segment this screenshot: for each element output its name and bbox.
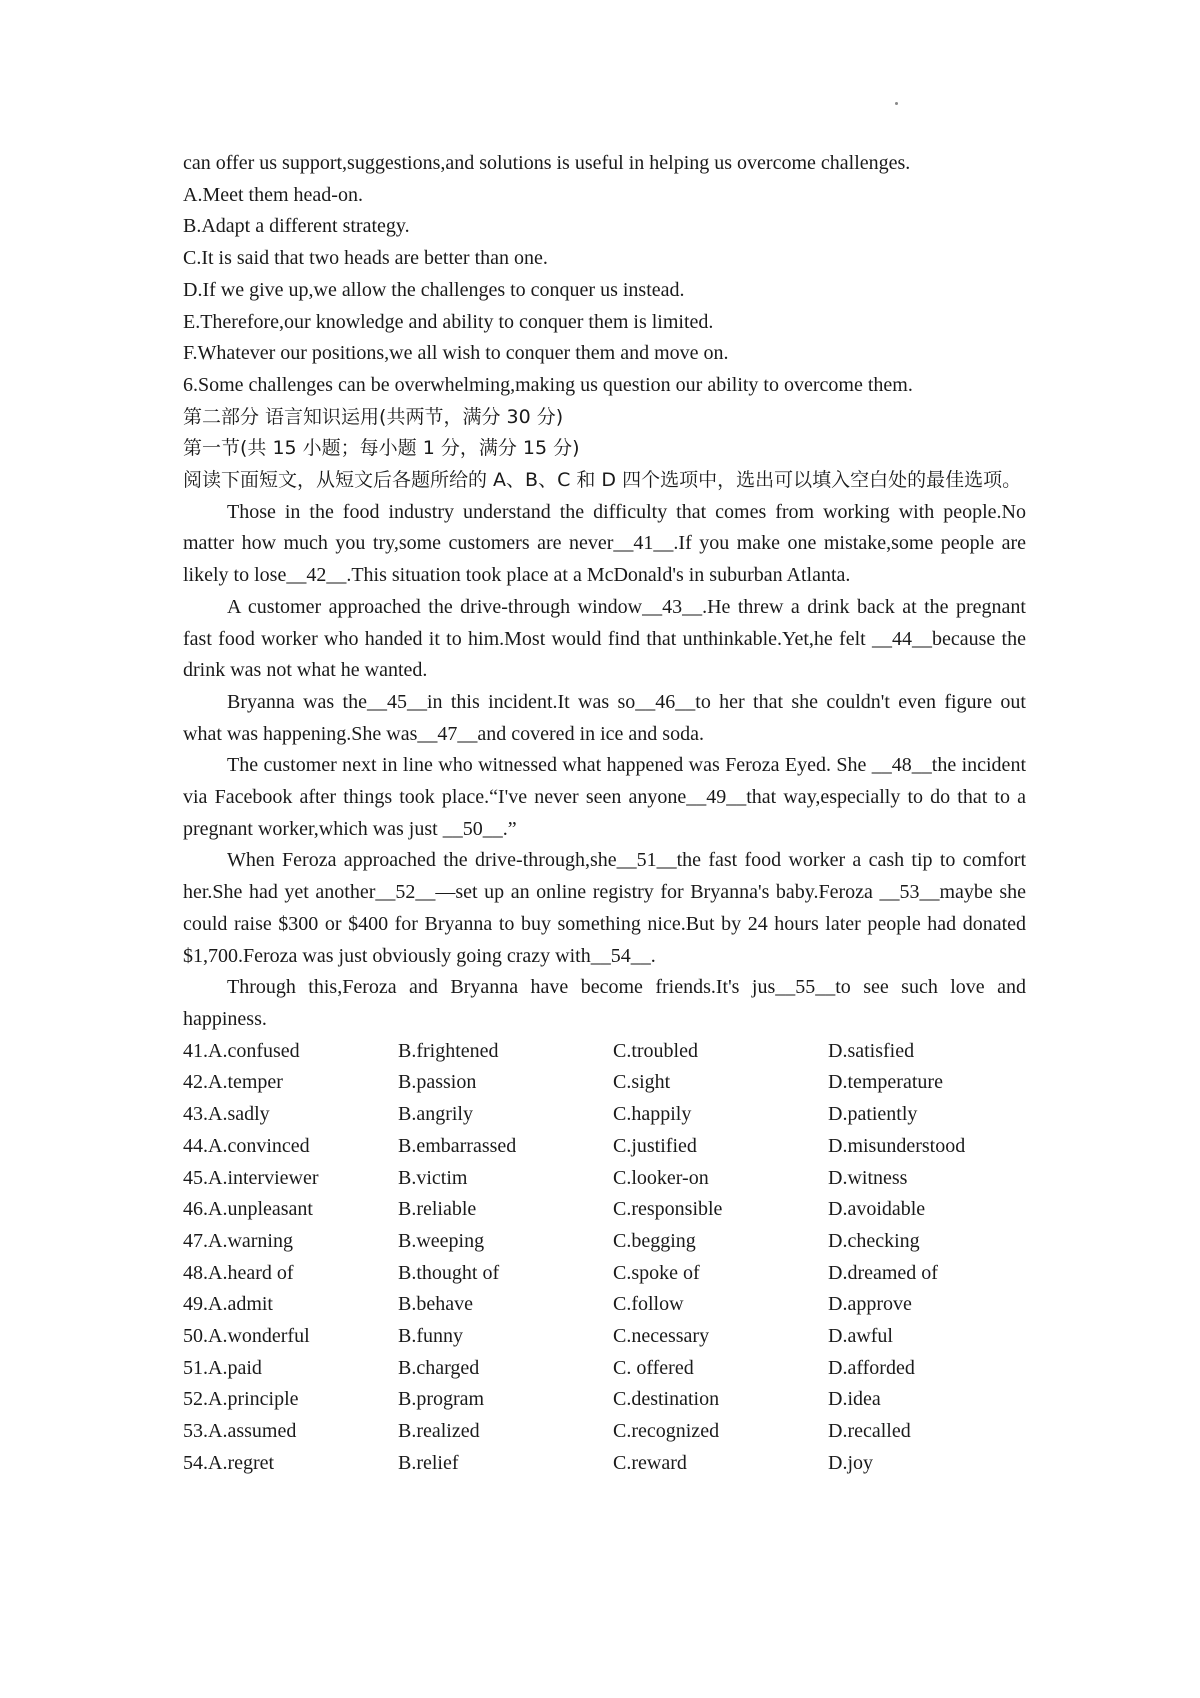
- option-b: B.Adapt a different strategy.: [183, 215, 410, 238]
- passage-paragraph: Those in the food industry understand the difficulty that comes from working with people.No matter how much you try,some customers are never__41__.If you make one mistake,some people are likely to lose__42__.This situation took place at a McDonald's in suburban Atlanta.: [183, 500, 1026, 587]
- choice-d: D.recalled: [828, 1420, 911, 1443]
- choice-b: B.victim: [398, 1166, 468, 1189]
- choice-a: 42.A.temper: [183, 1071, 283, 1094]
- answer-options-table: [183, 1036, 1026, 1480]
- passage-paragraph: A customer approached the drive-through window__43__.He threw a drink back at the pregnant fast food worker who handed it to him.Most would find that unthinkable.Yet,he felt __44__because the drink was not what he wanted.: [183, 595, 1026, 682]
- question-row-41: [183, 1036, 1026, 1068]
- choice-b: B.behave: [398, 1293, 473, 1316]
- cloze-passage: [183, 497, 1026, 1036]
- question-row-45: [183, 1163, 1026, 1195]
- question-row-42: [183, 1067, 1026, 1099]
- choice-b: B.passion: [398, 1071, 477, 1094]
- choice-d: D.approve: [828, 1293, 912, 1316]
- choice-c: C.happily: [613, 1103, 692, 1126]
- intro-line: can offer us support,suggestions,and solutions is useful in helping us overcome challenges.: [183, 152, 911, 174]
- choice-a: 53.A.assumed: [183, 1420, 297, 1443]
- choice-b: B.thought of: [398, 1261, 500, 1284]
- choice-b: B.program: [398, 1388, 485, 1411]
- choice-c: C.spoke of: [613, 1261, 700, 1284]
- choice-c: C.justified: [613, 1134, 697, 1157]
- question-row-48: [183, 1258, 1026, 1290]
- choice-c: C.recognized: [613, 1420, 720, 1443]
- choice-b: B.angrily: [398, 1103, 473, 1126]
- choice-b: B.weeping: [398, 1229, 485, 1252]
- choice-a: 52.A.principle: [183, 1388, 299, 1411]
- choice-b: B.frightened: [398, 1039, 499, 1062]
- choice-b: B.charged: [398, 1356, 480, 1379]
- choice-c: C.sight: [613, 1071, 671, 1094]
- question-row-50: [183, 1321, 1026, 1353]
- question-row-47: [183, 1226, 1026, 1258]
- choice-b: B.reliable: [398, 1198, 477, 1221]
- choice-c: C.begging: [613, 1229, 696, 1252]
- question-row-49: [183, 1289, 1026, 1321]
- choice-b: B.relief: [398, 1451, 459, 1474]
- choice-b: B.funny: [398, 1325, 463, 1348]
- seven-options-list: [183, 180, 1026, 402]
- choice-c: C.necessary: [613, 1325, 710, 1348]
- choice-a: 41.A.confused: [183, 1039, 300, 1062]
- choice-c: C.responsible: [613, 1198, 723, 1221]
- passage-paragraph: When Feroza approached the drive-through,she__51__the fast food worker a cash tip to comfort her.She had yet another__52__—set up an online registry for Bryanna's baby.Feroza __53__maybe she could raise $300 or $400 for Bryanna to buy something nice.But by 24 hours later people had donated $1,700.Feroza was just obviously going crazy with__54__.: [183, 849, 1026, 967]
- passage-paragraph: Through this,Feroza and Bryanna have become friends.It's jus__55__to see such love and happiness.: [183, 976, 1026, 1030]
- choice-c: C.reward: [613, 1451, 687, 1474]
- choice-a: 45.A.interviewer: [183, 1166, 319, 1189]
- choice-c: C.troubled: [613, 1039, 698, 1062]
- exam-page: [183, 148, 1026, 1480]
- option-c: C.It is said that two heads are better than one.: [183, 247, 548, 270]
- instruction: 阅读下面短文，从短文后各题所给的 A、B、C 和 D 四个选项中，选出可以填入空白处的最佳选项。: [183, 469, 1022, 492]
- choice-a: 47.A.warning: [183, 1229, 293, 1252]
- part-title: 第二部分 语言知识运用(共两节，满分 30 分): [183, 405, 564, 428]
- choice-a: 48.A.heard of: [183, 1261, 294, 1284]
- choice-d: D.joy: [828, 1451, 873, 1474]
- question-row-44: [183, 1131, 1026, 1163]
- choice-a: 51.A.paid: [183, 1356, 262, 1379]
- choice-a: 43.A.sadly: [183, 1103, 270, 1126]
- section-title: 第一节(共 15 小题；每小题 1 分，满分 15 分): [183, 437, 580, 460]
- option-e: E.Therefore,our knowledge and ability to conquer them is limited.: [183, 310, 714, 333]
- choice-a: 44.A.convinced: [183, 1134, 310, 1157]
- choice-b: B.embarrassed: [398, 1134, 517, 1157]
- choice-c: C.follow: [613, 1293, 684, 1316]
- choice-d: D.temperature: [828, 1071, 943, 1094]
- choice-d: D.misunderstood: [828, 1134, 966, 1157]
- choice-d: D.satisfied: [828, 1039, 915, 1062]
- question-row-53: [183, 1416, 1026, 1448]
- choice-d: D.afforded: [828, 1356, 915, 1379]
- choice-d: D.idea: [828, 1388, 881, 1411]
- choice-d: D.dreamed of: [828, 1261, 938, 1284]
- choice-a: 54.A.regret: [183, 1451, 275, 1474]
- scan-speck: [895, 102, 898, 105]
- option-a: A.Meet them head-on.: [183, 183, 363, 206]
- question-row-52: [183, 1384, 1026, 1416]
- choice-b: B.realized: [398, 1420, 480, 1443]
- choice-d: D.avoidable: [828, 1198, 926, 1221]
- choice-a: 46.A.unpleasant: [183, 1198, 313, 1221]
- option-f: F.Whatever our positions,we all wish to conquer them and move on.: [183, 342, 729, 365]
- choice-a: 49.A.admit: [183, 1293, 273, 1316]
- passage-paragraph: The customer next in line who witnessed what happened was Feroza Eyed. She __48__the incident via Facebook after things took place.“I've never seen anyone__49__that way,especially to do that to a pregnant worker,which was just __50__.”: [183, 754, 1026, 840]
- passage-paragraph: Bryanna was the__45__in this incident.It was so__46__to her that she couldn't even figure out what was happening.She was__47__and covered in ice and soda.: [183, 690, 1026, 745]
- question-row-54: [183, 1448, 1026, 1480]
- choice-c: C. offered: [613, 1356, 694, 1379]
- choice-c: C.looker-on: [613, 1166, 709, 1189]
- choice-c: C.destination: [613, 1388, 720, 1411]
- option-d: D.If we give up,we allow the challenges to conquer us instead.: [183, 278, 685, 301]
- question-row-43: [183, 1099, 1026, 1131]
- question-row-51: [183, 1353, 1026, 1385]
- question-row-46: [183, 1194, 1026, 1226]
- choice-d: D.checking: [828, 1229, 920, 1252]
- choice-d: D.patiently: [828, 1103, 918, 1126]
- choice-a: 50.A.wonderful: [183, 1325, 310, 1348]
- option-6: 6.Some challenges can be overwhelming,making us question our ability to overcome them.: [183, 373, 913, 396]
- choice-d: D.awful: [828, 1325, 893, 1348]
- choice-d: D.witness: [828, 1166, 908, 1189]
